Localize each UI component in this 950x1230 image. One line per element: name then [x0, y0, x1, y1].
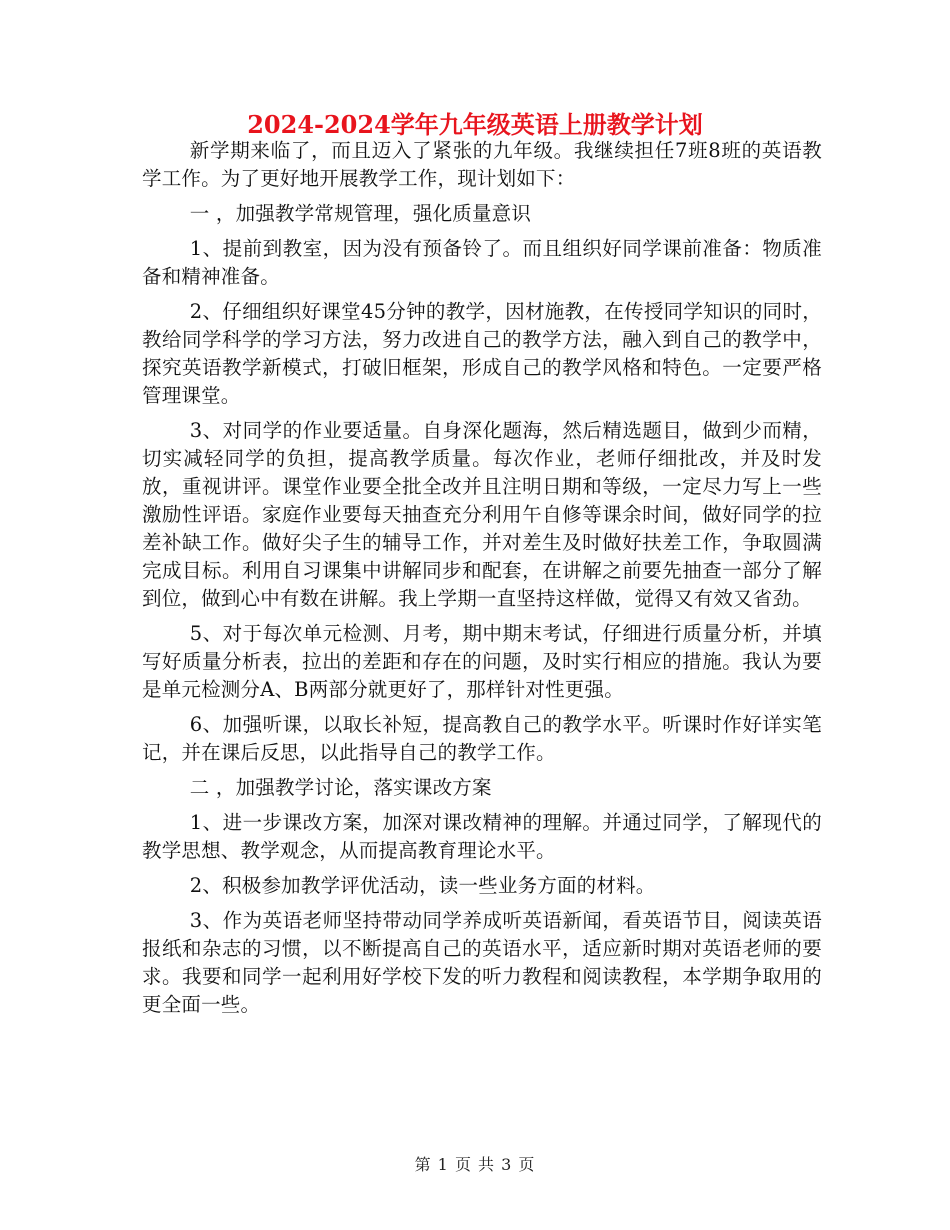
paragraph-item: 2、仔细组织好课堂45分钟的教学，因材施教，在传授同学知识的同时，教给同学科学的学习方法，努力改进自己的教学方法，融入到自己的教学中，探究英语教学新模式，打破旧框架，形成自己的教学风格和特色。一定要严格管理课堂。 [142, 300, 822, 407]
page-footer: 第 1 页 共 3 页 [414, 1155, 536, 1174]
paragraph-item: 6、加强听课，以取长补短，提高教自己的教学水平。听课时作好详实笔记，并在课后反思，以此指导自己的教学工作。 [142, 713, 822, 764]
section-heading-2: 二 ，加强教学讨论，落实课改方案 [189, 776, 492, 799]
paragraph-item: 3、作为英语老师坚持带动同学养成听英语新闻，看英语节目，阅读英语报纸和杂志的习惯，以不断提高自己的英语水平，适应新时期对英语老师的要求。我要和同学一起利用好学校下发的听力教程和阅读教程，本学期争取用的更全面一些。 [142, 909, 822, 1016]
paragraph-item: 2、积极参加教学评优活动，读一些业务方面的材料。 [189, 874, 656, 897]
document-body [142, 137, 822, 1026]
paragraph-item: 1、进一步课改方案，加深对课改精神的理解。并通过同学，了解现代的教学思想、教学观念，从而提高教育理论水平。 [142, 811, 822, 862]
paragraph-item: 3、对同学的作业要适量。自身深化题海，然后精选题目，做到少而精，切实减轻同学的负担，提高教学质量。每次作业，老师仔细批改，并及时发放，重视讲评。课堂作业要全批全改并且注明日期和等级，一定尽力写上一些激励性评语。家庭作业要每天抽查充分利用午自修等课余时间，做好同学的拉差补缺工作。做好尖子生的辅导工作，并对差生及时做好扶差工作，争取圆满完成目标。利用自习课集中讲解同步和配套，在讲解之前要先抽查一部分了解到位，做到心中有数在讲解。我上学期一直坚持这样做，觉得又有效又省劲。 [142, 419, 822, 610]
paragraph-item: 5、对于每次单元检测、月考，期中期末考试，仔细进行质量分析，并填写好质量分析表，拉出的差距和存在的问题，及时实行相应的措施。我认为要是单元检测分A、B两部分就更好了，那样针对性更强。 [142, 622, 822, 701]
paragraph-item: 1、提前到教室，因为没有预备铃了。而且组织好同学课前准备：物质准备和精神准备。 [142, 237, 822, 288]
document-title: 2024-2024学年九年级英语上册教学计划 [247, 110, 703, 139]
section-heading-1: 一 ，加强教学常规管理，强化质量意识 [189, 202, 532, 225]
paragraph-intro: 新学期来临了，而且迈入了紧张的九年级。我继续担任7班8班的英语教学工作。为了更好地开展教学工作，现计划如下： [142, 139, 822, 190]
